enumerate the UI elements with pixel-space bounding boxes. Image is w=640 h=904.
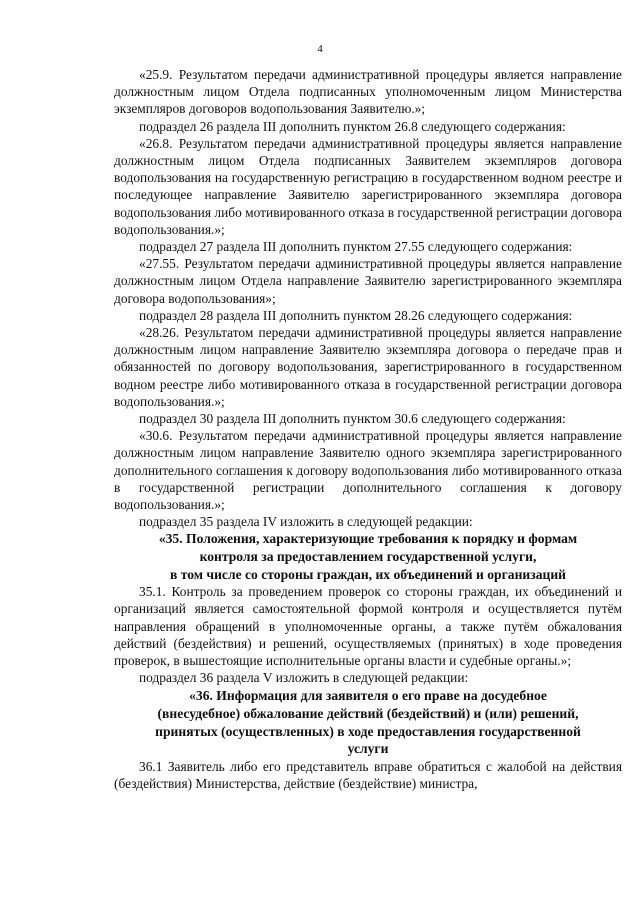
section-35-heading [114, 530, 622, 583]
section-36-heading-line: услуги [347, 741, 389, 757]
page-number: 4 [317, 43, 323, 55]
paragraph-section-27: подраздел 27 раздела III дополнить пунктом 27.55 следующего содержания: [139, 239, 573, 255]
paragraph-26-8: «26.8. Результатом передачи административной процедуры является направление должностным лицом Отдела подписанных Заявителем экземпляров договора водопользования на государственную регистрацию в государственном водном реестре и последующее направление Заявителю зарегистрированного экземпляра договора водопользования либо мотивированного отказа в государственной регистрации договора водопользования.»; [114, 135, 622, 237]
paragraph-section-35: подраздел 35 раздела IV изложить в следующей редакции: [139, 514, 473, 530]
section-36-heading-line: принятых (осуществленных) в ходе предоставления государственной [155, 723, 581, 739]
paragraph-section-36: подраздел 36 раздела V изложить в следующей редакции: [139, 670, 469, 686]
section-36-heading [114, 687, 622, 757]
paragraph-section-30: подраздел 30 раздела III дополнить пунктом 30.6 следующего содержания: [139, 411, 566, 427]
section-36-heading-line: «36. Информация для заявителя о его праве на досудебное [189, 688, 547, 704]
section-35-heading-line: «35. Положения, характеризующие требования к порядку и формам [158, 531, 578, 547]
paragraph-section-26: подраздел 26 раздела III дополнить пунктом 26.8 следующего содержания: [139, 118, 566, 134]
section-35-heading-line: в том числе со стороны граждан, их объединений и организаций [170, 566, 566, 582]
paragraph-27-55: «27.55. Результатом передачи административной процедуры является направление должностным лицом Отдела направление Заявителю зарегистрированного экземпляра договора водопользования»; [114, 256, 622, 306]
paragraph-30-6: «30.6. Результатом передачи административной процедуры является направление должностным лицом направление Заявителю одного экземпляра зарегистрированного дополнительного соглашения к договору водопользования либо мотивированного отказа в государственной регистрации дополнительного соглашения к договору водопользования.»; [114, 428, 622, 513]
paragraph-28-26: «28.26. Результатом передачи административной процедуры является направление должностным лицом направление Заявителю экземпляра договора о передаче прав и обязанностей по договору водопользования, зарегистрированного в государственном водном реестре либо мотивированного отказа в государственной регистрации договора водопользования.»; [114, 325, 622, 409]
document-body [114, 66, 622, 792]
section-36-heading-line: (внесудебное) обжалование действий (бездействий) и (или) решений, [157, 706, 579, 722]
paragraph-36-1: 36.1 Заявитель либо его представитель вправе обратиться с жалобой на действия (бездействия) Министерства, действие (бездействие) министра, [114, 758, 622, 792]
paragraph-section-28: подраздел 28 раздела III дополнить пунктом 28.26 следующего содержания: [139, 307, 573, 323]
section-35-heading-line: контроля за предоставлением государственной услуги, [199, 549, 537, 565]
paragraph-25-9: «25.9. Результатом передачи административной процедуры является направление должностным лицом Отдела подписанных уполномоченным лицом Министерства экземпляров договоров водопользования Заявителю.»; [114, 67, 622, 117]
paragraph-35-1: 35.1. Контроль за проведением проверок со стороны граждан, их объединений и организаций является самостоятельной формой контроля и осуществляется путём направления обращений в уполномоченные органы, а также путём обжалования действий (бездействия) и решений, осуществляемых (принятых) в ходе проведения проверок, в вышестоящие исполнительные органы власти и судебные органы.»; [114, 584, 622, 669]
